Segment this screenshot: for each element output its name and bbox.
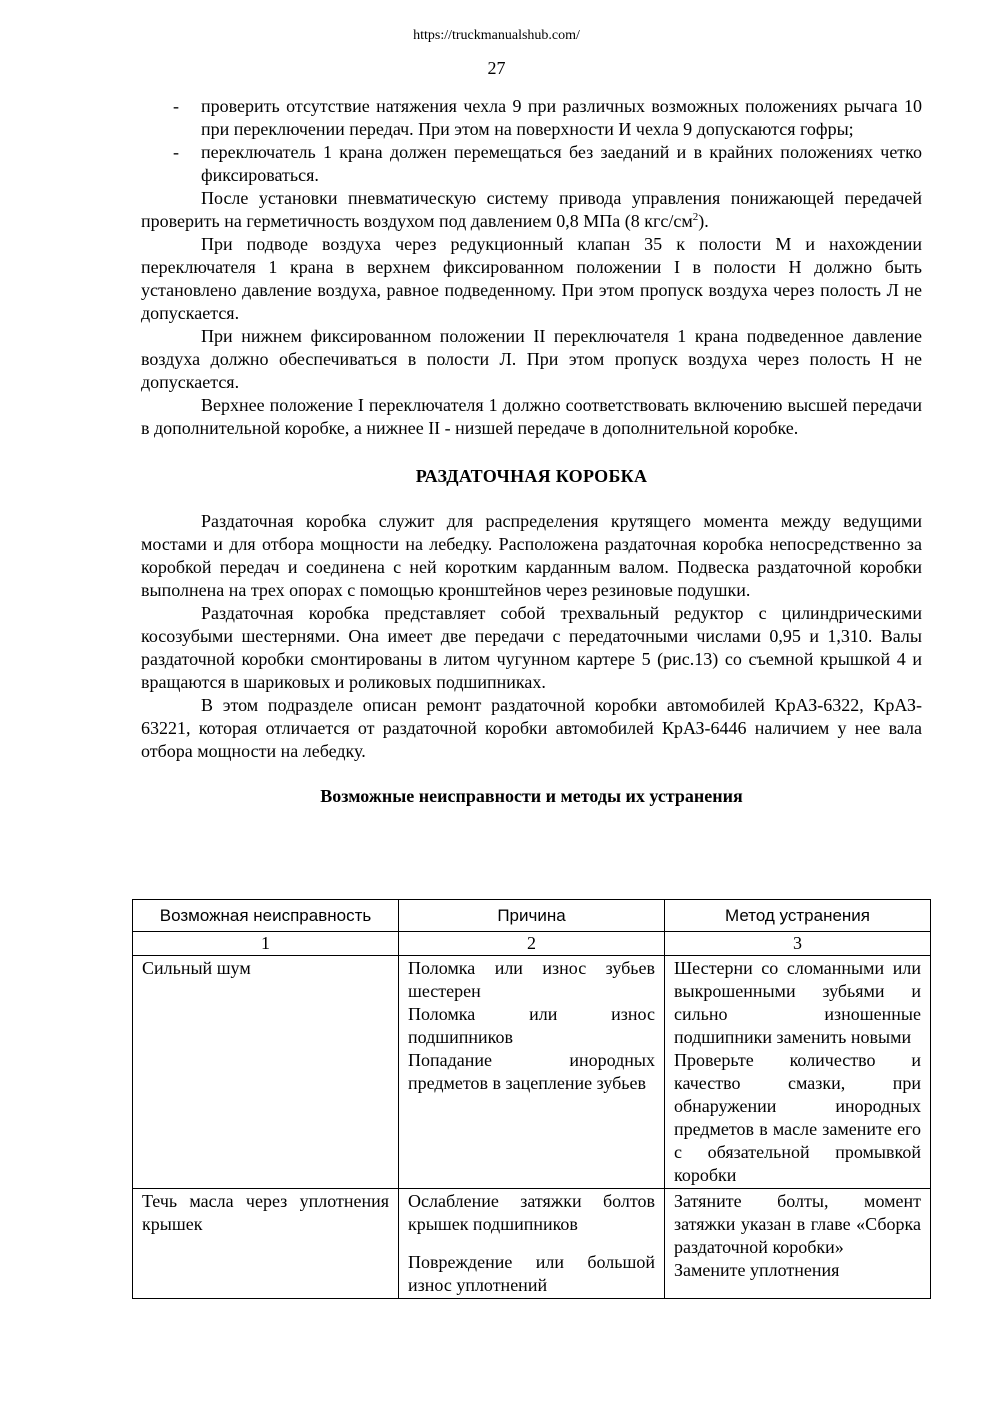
remedy-text: Шестерни со сломанными или выкрошенными зубьями и сильно изношенные подшипники заменить новыми — [674, 958, 921, 1047]
table-row — [133, 956, 931, 1189]
superscript: 2 — [692, 211, 699, 223]
cause-cell — [399, 1189, 665, 1299]
table-header-row — [133, 900, 931, 932]
remedy-text: Замените уплотнения — [674, 1260, 840, 1280]
paragraph-transfer-case-scope: В этом подразделе описан ремонт раздаточной коробки автомобилей КрАЗ-6322, КрАЗ- 63221, которая отличается от раздаточной коробки автомобилей КрАЗ-6446 наличием у нее вала отбора мощности на лебедку. — [141, 695, 922, 761]
paragraph-gear-correspondence: Верхнее положение I переключателя 1 должно соответствовать включению высшей передачи в дополнительной коробке, а нижнее II - низшей передаче в дополнительной коробке. — [141, 395, 922, 438]
cause-cell — [399, 956, 665, 1189]
column-header-cause: Причина — [399, 900, 665, 932]
column-number: 3 — [665, 932, 931, 956]
remedy-cell — [665, 1189, 931, 1299]
paragraph-pressure-test — [141, 187, 922, 233]
fault-text: Сильный шум — [142, 958, 251, 978]
remedy-text: Проверьте количество и качество смазки, при обнаружении инородных предметов в масле замените его с обязательной промывкой коробки — [674, 1050, 921, 1185]
bullet-dash: - — [173, 142, 179, 162]
remedy-cell — [665, 956, 931, 1189]
column-number: 1 — [133, 932, 399, 956]
list-item — [141, 95, 922, 141]
bullet-dash: - — [173, 96, 179, 116]
column-header-remedy: Метод устранения — [665, 900, 931, 932]
column-number: 2 — [399, 932, 665, 956]
list-item — [141, 141, 922, 187]
table-number-row — [133, 932, 931, 956]
cause-text: Поломка или износ зубьев шестерен — [408, 958, 655, 1001]
paragraph-transfer-case-purpose: Раздаточная коробка служит для распределения крутящего момента между ведущими мостами и для отбора мощности на лебедку. Расположена раздаточная коробка непосредственно за коробкой передач и соединена с ней коротким карданным валом. Подвеска раздаточной коробки выполнена на трех опорах с помощью кронштейнов через резиновые подушки. — [141, 511, 922, 600]
cause-text: Попадание инородных предметов в зацепление зубьев — [408, 1050, 655, 1093]
paragraph-lower-position: При нижнем фиксированном положении II переключателя 1 крана подведенное давление воздуха должно обеспечиваться в полости Л. При этом пропуск воздуха через полость Н не допускается. — [141, 326, 922, 392]
fault-cell — [133, 956, 399, 1189]
page-body — [141, 95, 922, 830]
table-row — [133, 1189, 931, 1299]
list-item-text: проверить отсутствие натяжения чехла 9 при различных возможных положениях рычага 10 при переключении передач. При этом на поверхности И чехла 9 допускаются гофры; — [201, 96, 922, 139]
paragraph-upper-position: При подводе воздуха через редукционный клапан 35 к полости М и нахождении переключателя 1 крана в верхнем фиксированном положении I в полости Н должно быть установлено давление воздуха, равное подведенному. При этом пропуск воздуха через полость Л не допускается. — [141, 234, 922, 323]
paragraph-text-end: ). — [698, 211, 709, 231]
remedy-text: Затяните болты, момент затяжки указан в главе «Сборка раздаточной коробки» — [674, 1191, 921, 1257]
fault-text: Течь масла через уплотнения крышек — [142, 1191, 389, 1234]
fault-cell — [133, 1189, 399, 1299]
paragraph-transfer-case-design: Раздаточная коробка представляет собой трехвальный редуктор с цилиндрическими косозубыми шестернями. Она имеет две передачи с передаточными числами 0,95 и 1,310. Валы раздаточной коробки смонтированы в литом чугунном картере 5 (рис.13) со съемной крышкой 4 и вращаются в шариковых и роликовых подшипниках. — [141, 603, 922, 692]
section-title: РАЗДАТОЧНАЯ КОРОБКА — [415, 466, 648, 486]
page-number: 27 — [487, 58, 506, 78]
cause-text: Ослабление затяжки болтов крышек подшипников — [408, 1191, 655, 1234]
table-caption: Возможные неисправности и методы их устранения — [320, 786, 743, 806]
paragraph-text: После установки пневматическую систему привода управления понижающей передачей проверить на герметичность воздухом под давлением 0,8 МПа (8 кгс/см — [141, 188, 922, 231]
column-header-fault: Возможная неисправность — [133, 900, 399, 932]
source-url[interactable]: https://truckmanualshub.com/ — [413, 28, 580, 43]
cause-text: Повреждение или большой износ уплотнений — [408, 1252, 655, 1295]
faults-table — [132, 899, 931, 1299]
list-item-text: переключатель 1 крана должен перемещаться без заеданий и в крайних положениях четко фиксироваться. — [201, 142, 922, 185]
cause-text: Поломка или износ подшипников — [408, 1004, 655, 1047]
